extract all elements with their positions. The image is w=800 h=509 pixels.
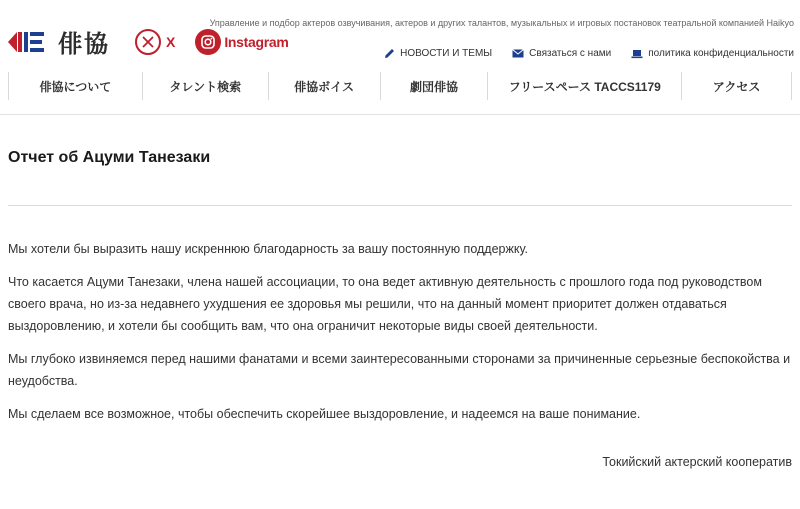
news-link[interactable] [384,48,492,59]
site-tagline: Управление и подбор актеров озвучивания, актеров и других талантов, музыкальных и игровых постановок театральной компанией Haikyo [209,18,794,28]
article-body [8,238,792,436]
haikyo-logo-mark-icon [8,27,48,57]
nav-item-about[interactable]: 俳協について [9,72,143,100]
x-logo-icon [135,29,161,55]
nav-divider [0,114,800,115]
x-label: X [166,34,176,50]
contact-link[interactable] [512,48,611,59]
article-paragraph: Что касается Ацуми Танезаки, члена нашей ассоциации, то она ведет активную деятельность с прошлого года под руководством своего врача, но из-за недавнего ухудшения ее здоровья мы решили, что на данный момент приоритет должен отдаваться выздоровлению, и хотели бы сообщить вам, что она ограничит некоторые виды своей деятельности. [8,275,762,333]
privacy-policy-link[interactable] [631,48,794,59]
utility-links [384,48,794,59]
nav-item-free-space[interactable]: フリースペース TACCS1179 [488,72,682,100]
instagram-label: Instagram [224,34,289,50]
nav-item-access[interactable]: アクセス [682,72,792,100]
article-signature: Токийский актерский кооператив [602,455,792,469]
article-paragraph: Мы сделаем все возможное, чтобы обеспечить скорейшее выздоровление, и надеемся на ваше понимание. [8,407,641,421]
mail-icon [512,49,524,58]
news-link-label: НОВОСТИ И ТЕМЫ [400,48,493,59]
x-link[interactable] [135,29,175,55]
main-navigation [8,72,792,100]
title-divider [8,205,792,206]
laptop-icon [631,49,643,59]
article-paragraph: Мы хотели бы выразить нашу искреннюю благодарность за вашу постоянную поддержку. [8,242,528,256]
nav-item-talent-search[interactable]: タレント検索 [143,72,269,100]
logo-text: 俳協 [58,30,110,58]
nav-item-haikyo-voice[interactable]: 俳協ボイス [269,72,381,100]
contact-link-label: Связаться с нами [529,48,612,59]
privacy-policy-link-label: политика конфиденциальности [648,48,794,59]
social-links [135,29,289,55]
pencil-icon [384,48,395,59]
site-logo[interactable] [8,24,110,59]
article-paragraph: Мы глубоко извиняемся перед нашими фанатами и всеми заинтересованными сторонами за причиненные серьезные беспокойства и неудобства. [8,352,791,388]
instagram-link[interactable] [195,29,288,55]
instagram-logo-icon [195,29,221,55]
page-title: Отчет об Ацуми Танезаки [8,149,211,166]
site-header [0,0,800,70]
nav-item-theater-company[interactable]: 劇団俳協 [381,72,489,100]
